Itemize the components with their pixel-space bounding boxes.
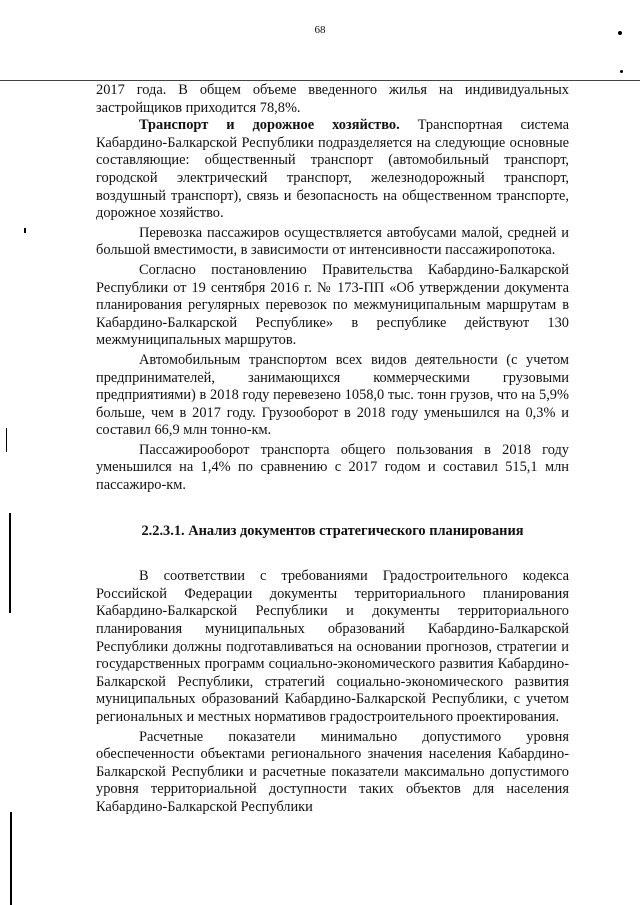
scan-speck [620, 70, 623, 73]
scan-speck [24, 228, 26, 233]
scan-margin-line [9, 513, 11, 613]
paragraph: Транспорт и дорожное хозяйство. Транспортная система Кабардино-Балкарской Республики подразделяется на следующие основные составляющие: общественный транспорт (автомобильный транспорт, городской электрический транспорт, железнодорожный транспорт, воздушный транспорт), связь и безопасность на общественном транспорте, дорожное хозяйство. [96, 117, 569, 222]
paragraph: Перевозка пассажиров осуществляется автобусами малой, средней и большой вместимости, в зависимости от интенсивности пассажиропотока. [96, 224, 569, 259]
paragraph: Пассажирооборот транспорта общего пользования в 2018 году уменьшился на 1,4% по сравнению с 2017 годом и составил 515,1 млн пассажиро-км. [96, 441, 569, 494]
document-body [96, 82, 569, 817]
scan-margin-line [10, 812, 12, 905]
paragraph: 2017 года. В общем объеме введенного жилья на индивидуальных застройщиков приходится 78,8%. [96, 82, 569, 116]
paragraph: Расчетные показатели минимально допустимого уровня обеспеченности объектами регионального значения населения Кабардино-Балкарской Республики и расчетные показатели максимально допустимого уровня территориальной доступности таких объектов для населения Кабардино-Балкарской Республики [96, 728, 569, 815]
paragraph: Согласно постановлению Правительства Кабардино-Балкарской Республики от 19 сентября 2016 г. № 173-ПП «Об утверждении документа планирования регулярных перевозок по межмуниципальным маршрутам в Кабардино-Балкарской Республике» в республике действуют 130 межмуниципальных маршрутов. [96, 261, 569, 349]
page-number: 68 [314, 24, 326, 36]
bold-lead: Транспорт и дорожное хозяйство. [139, 117, 400, 134]
scan-speck [618, 31, 622, 35]
section-heading: 2.2.3.1. Анализ документов стратегического планирования [141, 522, 524, 539]
header-rule [0, 80, 640, 81]
paragraph: Автомобильным транспортом всех видов деятельности (с учетом предпринимателей, занимающихся коммерческими грузовыми предприятиями) в 2018 году перевезено 1058,0 тыс. тонн грузов, что на 5,9% больше, чем в 2017 году. Грузооборот в 2018 году уменьшился на 0,3% и составил 66,9 млн тонно-км. [96, 351, 569, 439]
paragraph: В соответствии с требованиями Градостроительного кодекса Российской Федерации документы территориального планирования Кабардино-Балкарской Республики и документы территориального планирования муниципальных образований Кабардино-Балкарской Республики должны подготавливаться на основании прогнозов, стратегии и государственных программ социально-экономического развития Кабардино-Балкарской Республики, стратегий социально-экономического развития муниципальных образований Кабардино-Балкарской Республики, с учетом региональных и местных нормативов градостроительного проектирования. [96, 568, 569, 725]
scan-margin-line [6, 428, 7, 452]
